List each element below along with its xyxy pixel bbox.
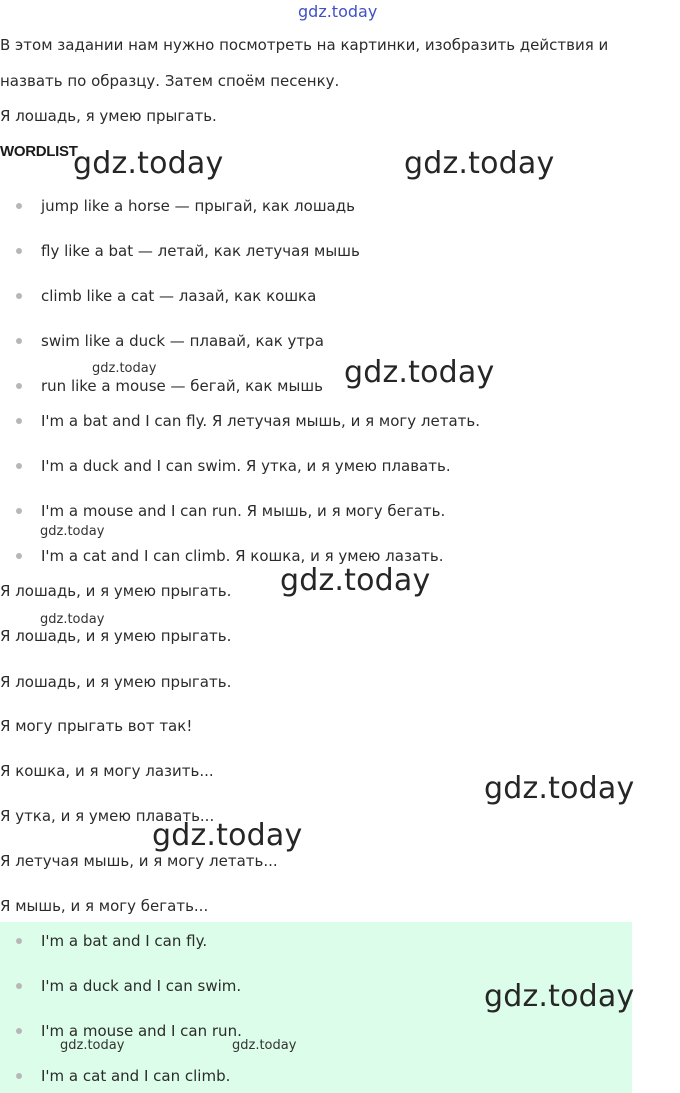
bullet-icon (16, 1028, 22, 1034)
list-item-text: jump like a horse — прыгай, как лошадь (41, 197, 355, 215)
site-logo[interactable]: gdz.today (298, 2, 378, 21)
bullet-icon (16, 938, 22, 944)
bullet-icon (16, 418, 22, 424)
watermark: gdz.today (152, 818, 303, 853)
intro-line-3: Я лошадь, я умею прыгать. (0, 107, 217, 125)
list-item-text: fly like a bat — летай, как летучая мышь (41, 242, 360, 260)
bullet-icon (16, 508, 22, 514)
watermark: gdz.today (73, 146, 224, 181)
song-line: Я летучая мышь, и я могу летать... (0, 852, 278, 870)
answer-text: I'm a duck and I can swim. (41, 977, 242, 995)
bullet-icon (16, 383, 22, 389)
watermark: gdz.today (404, 146, 555, 181)
wordlist-heading: WORDLIST (0, 143, 78, 160)
list-item-text: climb like a cat — лазай, как кошка (41, 287, 317, 305)
bullet-icon (16, 293, 22, 299)
bullet-icon (16, 553, 22, 559)
watermark: gdz.today (60, 1038, 125, 1053)
intro-line-2: назвать по образцу. Затем споём песенку. (0, 72, 340, 90)
answer-text: I'm a mouse and I can run. (41, 1022, 242, 1040)
watermark: gdz.today (40, 612, 105, 627)
list-item-text: I'm a mouse and I can run. Я мышь, и я могу бегать. (41, 502, 446, 520)
watermark: gdz.today (280, 563, 431, 598)
watermark: gdz.today (40, 524, 105, 539)
bullet-icon (16, 248, 22, 254)
watermark: gdz.today (484, 979, 635, 1014)
song-line: Я кошка, и я могу лазить... (0, 762, 214, 780)
bullet-icon (16, 1073, 22, 1079)
list-item-text: I'm a duck and I can swim. Я утка, и я умею плавать. (41, 457, 451, 475)
watermark: gdz.today (232, 1038, 297, 1053)
bullet-icon (16, 203, 22, 209)
list-item-text: I'm a cat and I can climb. Я кошка, и я умею лазать. (41, 547, 444, 565)
watermark: gdz.today (344, 355, 495, 390)
watermark: gdz.today (92, 361, 157, 376)
list-item-text: run like a mouse — бегай, как мышь (41, 377, 323, 395)
bullet-icon (16, 463, 22, 469)
song-line: Я лошадь, и я умею прыгать. (0, 582, 232, 600)
answer-text: I'm a cat and I can climb. (41, 1067, 231, 1085)
song-line: Я лошадь, и я умею прыгать. (0, 673, 232, 691)
song-line: Я лошадь, и я умею прыгать. (0, 627, 232, 645)
bullet-icon (16, 983, 22, 989)
intro-line-1: В этом задании нам нужно посмотреть на картинки, изобразить действия и (0, 36, 609, 54)
list-item-text: I'm a bat and I can fly. Я летучая мышь, и я могу летать. (41, 412, 481, 430)
song-line: Я мышь, и я могу бегать... (0, 897, 209, 915)
song-line: Я утка, и я умею плавать... (0, 807, 215, 825)
watermark: gdz.today (484, 771, 635, 806)
bullet-icon (16, 338, 22, 344)
song-line: Я могу прыгать вот так! (0, 717, 193, 735)
list-item-text: swim like a duck — плавай, как утра (41, 332, 324, 350)
answer-text: I'm a bat and I can fly. (41, 932, 208, 950)
